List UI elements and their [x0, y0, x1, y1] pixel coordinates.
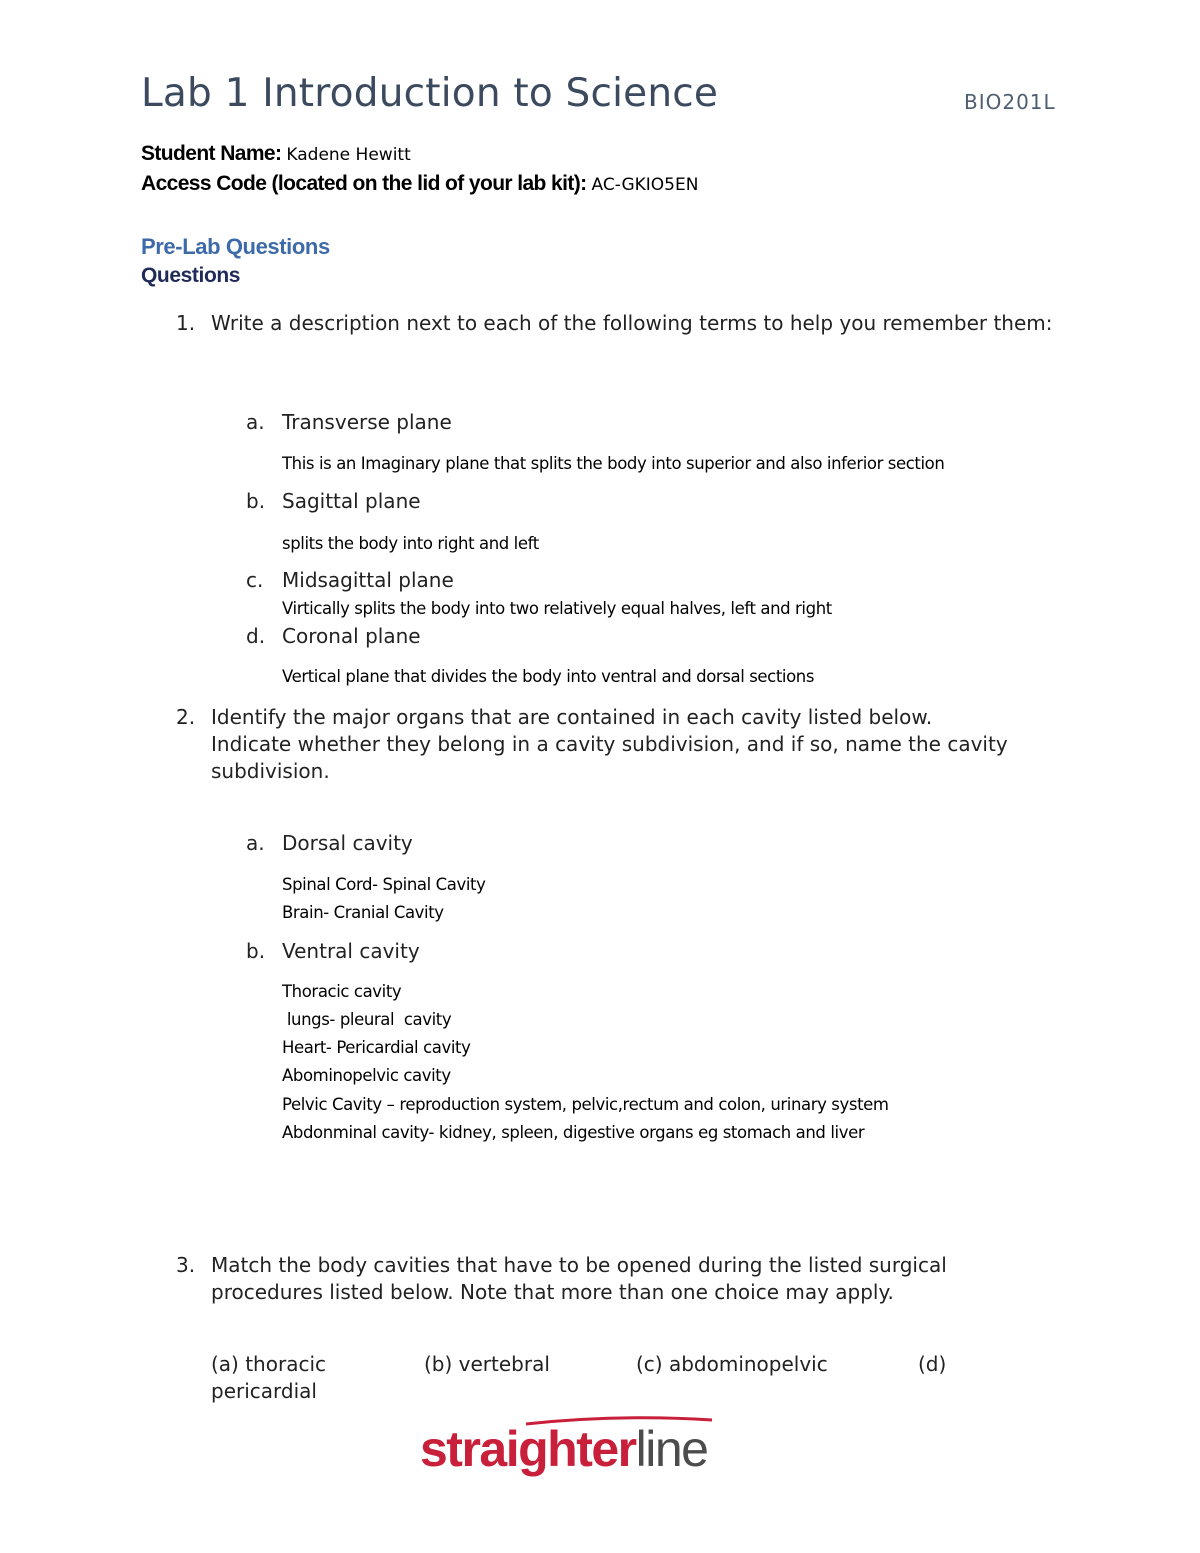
q2-answer-b-line: Thoracic cavity [282, 982, 402, 1001]
item-label: Dorsal cavity [282, 831, 413, 855]
logo-part-straighter: straighter [420, 1421, 636, 1477]
logo-part-line: line [635, 1421, 708, 1477]
item-letter: b. [246, 939, 266, 963]
item-label: Coronal plane [282, 624, 421, 648]
item-label: Sagittal plane [282, 489, 421, 513]
item-label: Midsagittal plane [282, 568, 454, 592]
item-letter: d. [246, 624, 266, 648]
q2-answer-b-line: Heart- Pericardial cavity [282, 1038, 471, 1057]
choice-d: (d) [918, 1352, 947, 1376]
item-letter: a. [246, 831, 265, 855]
access-code-value: AC-GKIO5EN [591, 175, 699, 195]
q2-answer-b-line: Pelvic Cavity – reproduction system, pelvic,rectum and colon, urinary system [282, 1095, 889, 1114]
choice-c: (c) abdominopelvic [636, 1352, 828, 1376]
course-code: BIO201L [964, 90, 1056, 114]
q1-answer-a: This is an Imaginary plane that splits the body into superior and also inferior section [282, 454, 945, 473]
item-letter: a. [246, 410, 265, 434]
item-label: Ventral cavity [282, 939, 420, 963]
q2-answer-a-line: Brain- Cranial Cavity [282, 903, 444, 922]
q1-answer-d: Vertical plane that divides the body into ventral and dorsal sections [282, 667, 815, 686]
page-title: Lab 1 Introduction to Science [141, 71, 719, 116]
student-name-label: Student Name: [141, 142, 282, 165]
choice-a: (a) thoracic [211, 1352, 326, 1376]
q2-answer-b-line: lungs- pleural cavity [282, 1010, 452, 1029]
question-number: 2. [176, 705, 196, 729]
questions-heading: Questions [141, 264, 241, 287]
question-number: 3. [176, 1253, 196, 1277]
question-text: Identify the major organs that are contained in each cavity listed below. Indicate whether they belong in a cavity subdivision, and if so, name the cavity subdivision. [211, 705, 1008, 783]
question-text: Write a description next to each of the following terms to help you remember them: [211, 311, 1053, 335]
choice-d-continued: pericardial [211, 1379, 317, 1403]
q2-answer-a-line: Spinal Cord- Spinal Cavity [282, 875, 486, 894]
student-name-value: Kadene Hewitt [286, 145, 411, 165]
q2-answer-b-line: Abdonminal cavity- kidney, spleen, digestive organs eg stomach and liver [282, 1123, 865, 1142]
access-code-label: Access Code (located on the lid of your lab kit): [141, 172, 587, 195]
question-text: Match the body cavities that have to be opened during the listed surgical procedures listed below. Note that more than one choice may apply. [211, 1253, 947, 1304]
q3-choices [211, 1352, 971, 1412]
student-name-field [141, 142, 411, 166]
item-letter: b. [246, 489, 266, 513]
q1-answer-b: splits the body into right and left [282, 534, 539, 553]
logo-wordmark [420, 1414, 707, 1484]
question-number: 1. [176, 311, 196, 335]
prelab-heading: Pre-Lab Questions [141, 234, 330, 259]
item-letter: c. [246, 568, 264, 592]
access-code-field [141, 172, 698, 196]
choice-b: (b) vertebral [424, 1352, 550, 1376]
straighterline-logo [420, 1414, 780, 1484]
q1-answer-c: Virtically splits the body into two relatively equal halves, left and right [282, 599, 832, 618]
q2-answer-b-line: Abominopelvic cavity [282, 1066, 451, 1085]
item-label: Transverse plane [282, 410, 452, 434]
